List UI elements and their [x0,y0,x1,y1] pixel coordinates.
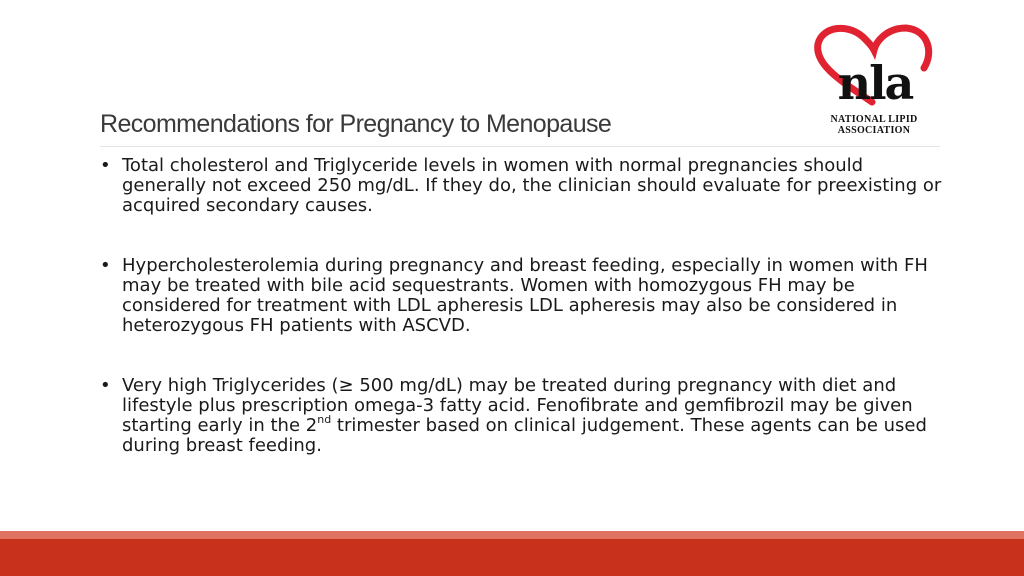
ordinal-superscript: nd [317,413,332,426]
slide-title: Recommendations for Pregnancy to Menopause [100,110,612,138]
bullet-marker: • [100,375,111,396]
footer-band-dark [0,539,1024,576]
bullet-item [100,156,950,216]
bullet-marker: • [100,255,111,276]
logo-caption [806,114,942,136]
bullet-item [100,256,950,336]
bullet-text: Total cholesterol and Triglyceride levels in women with normal pregnancies should generally not exceed 250 mg/dL. If they do, the clinician should evaluate for preexisting or acquired secondary causes. [122,155,942,216]
bullet-text-part-2: trimester based on clinical judgement. These agents can be used during breast feeding. [122,415,927,456]
bullet-text: Hypercholesterolemia during pregnancy and breast feeding, especially in women with FH may be treated with bile acid sequestrants. Women with homozygous FH may be considered for treatment with LDL apheresis LDL apheresis may also be considered in heterozygous FH patients with ASCVD. [122,255,928,336]
logo-line-1: NATIONAL LIPID [830,114,918,125]
logo-acronym: nla [837,56,913,110]
bullet-item [100,376,950,456]
title-divider [100,146,940,147]
nla-logo [806,22,942,140]
bullet-list [100,156,950,456]
bullet-marker: • [100,155,111,176]
bullet-text-part-1: Very high Triglycerides (≥ 500 mg/dL) may be treated during pregnancy with diet and lifestyle plus prescription omega-3 fatty acid. Fenofibrate and gemfibrozil may be given starting early in the 2 [122,375,913,436]
logo-line-2: ASSOCIATION [837,125,911,136]
footer-band-light [0,531,1024,539]
